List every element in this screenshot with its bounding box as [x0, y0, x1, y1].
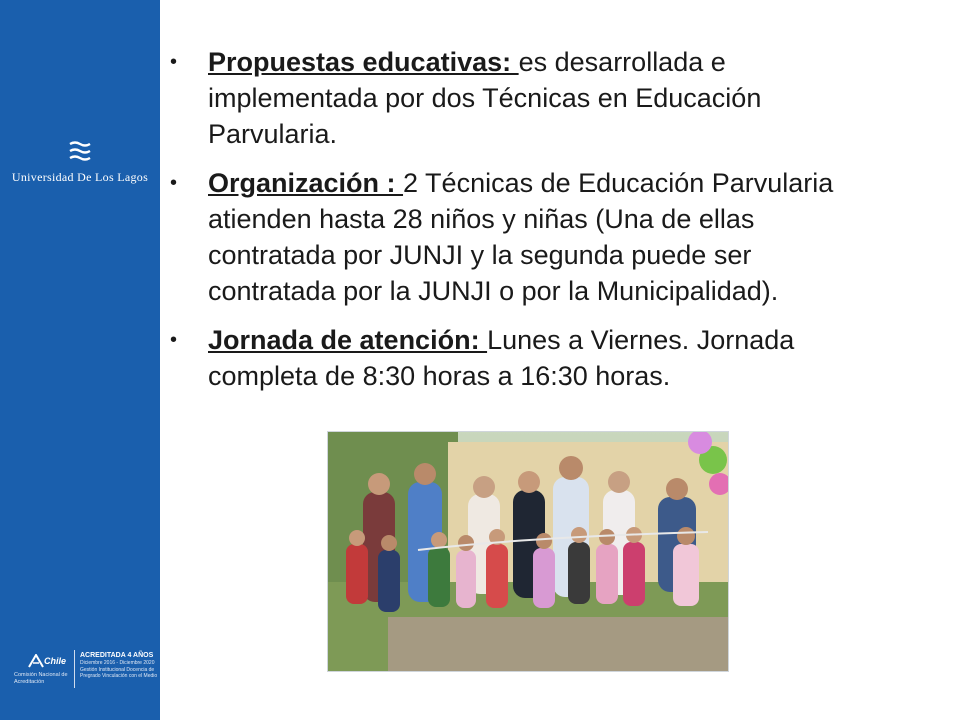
bullet-icon: • — [170, 172, 178, 194]
group-photo — [327, 431, 729, 672]
balloon — [688, 431, 712, 454]
bullet-icon: • — [170, 51, 178, 73]
photo-path — [388, 617, 728, 671]
university-logo — [0, 140, 160, 186]
bullet-text: es desarrollada e implementada por dos Técnicas en Educación Parvularia. — [208, 47, 762, 149]
sidebar — [0, 0, 160, 720]
bullet-term: Jornada de atención: — [208, 325, 488, 355]
university-name: Universidad De Los Lagos — [11, 170, 149, 184]
accreditation-divider — [74, 650, 75, 688]
bullet-text: 2 Técnicas de Educación Parvularia atienden hasta 28 niños y niñas (Una de ellas contratada por JUNJI y la segunda puede ser contratada por la JUNJI o por la Municipalidad). — [208, 168, 834, 306]
bullet-item — [170, 44, 850, 152]
bullet-icon: • — [170, 329, 178, 351]
slide-content — [170, 44, 850, 407]
cna-brand: Chile — [44, 656, 67, 666]
accreditation-details — [80, 652, 160, 679]
university-wave-icon — [67, 140, 93, 162]
accreditation-areas: Gestión Institucional Docencia de Pregrado Vinculación con el Medio — [80, 667, 158, 679]
cna-agency: Comisión Nacional de Acreditación — [14, 672, 68, 685]
bullet-item — [170, 165, 850, 309]
bullet-term: Propuestas educativas: — [208, 47, 519, 77]
accreditation-badge — [14, 648, 158, 692]
bullet-term: Organización : — [208, 168, 404, 198]
bullet-list — [170, 44, 850, 394]
bullet-text: Lunes a Viernes. Jornada completa de 8:30 horas a 16:30 horas. — [208, 325, 795, 391]
cna-mark-icon — [28, 654, 44, 668]
accreditation-period: Diciembre 2016 - Diciembre 2020 — [80, 660, 155, 666]
accreditation-title: ACREDITADA 4 AÑOS — [80, 652, 154, 659]
bullet-item — [170, 322, 850, 394]
